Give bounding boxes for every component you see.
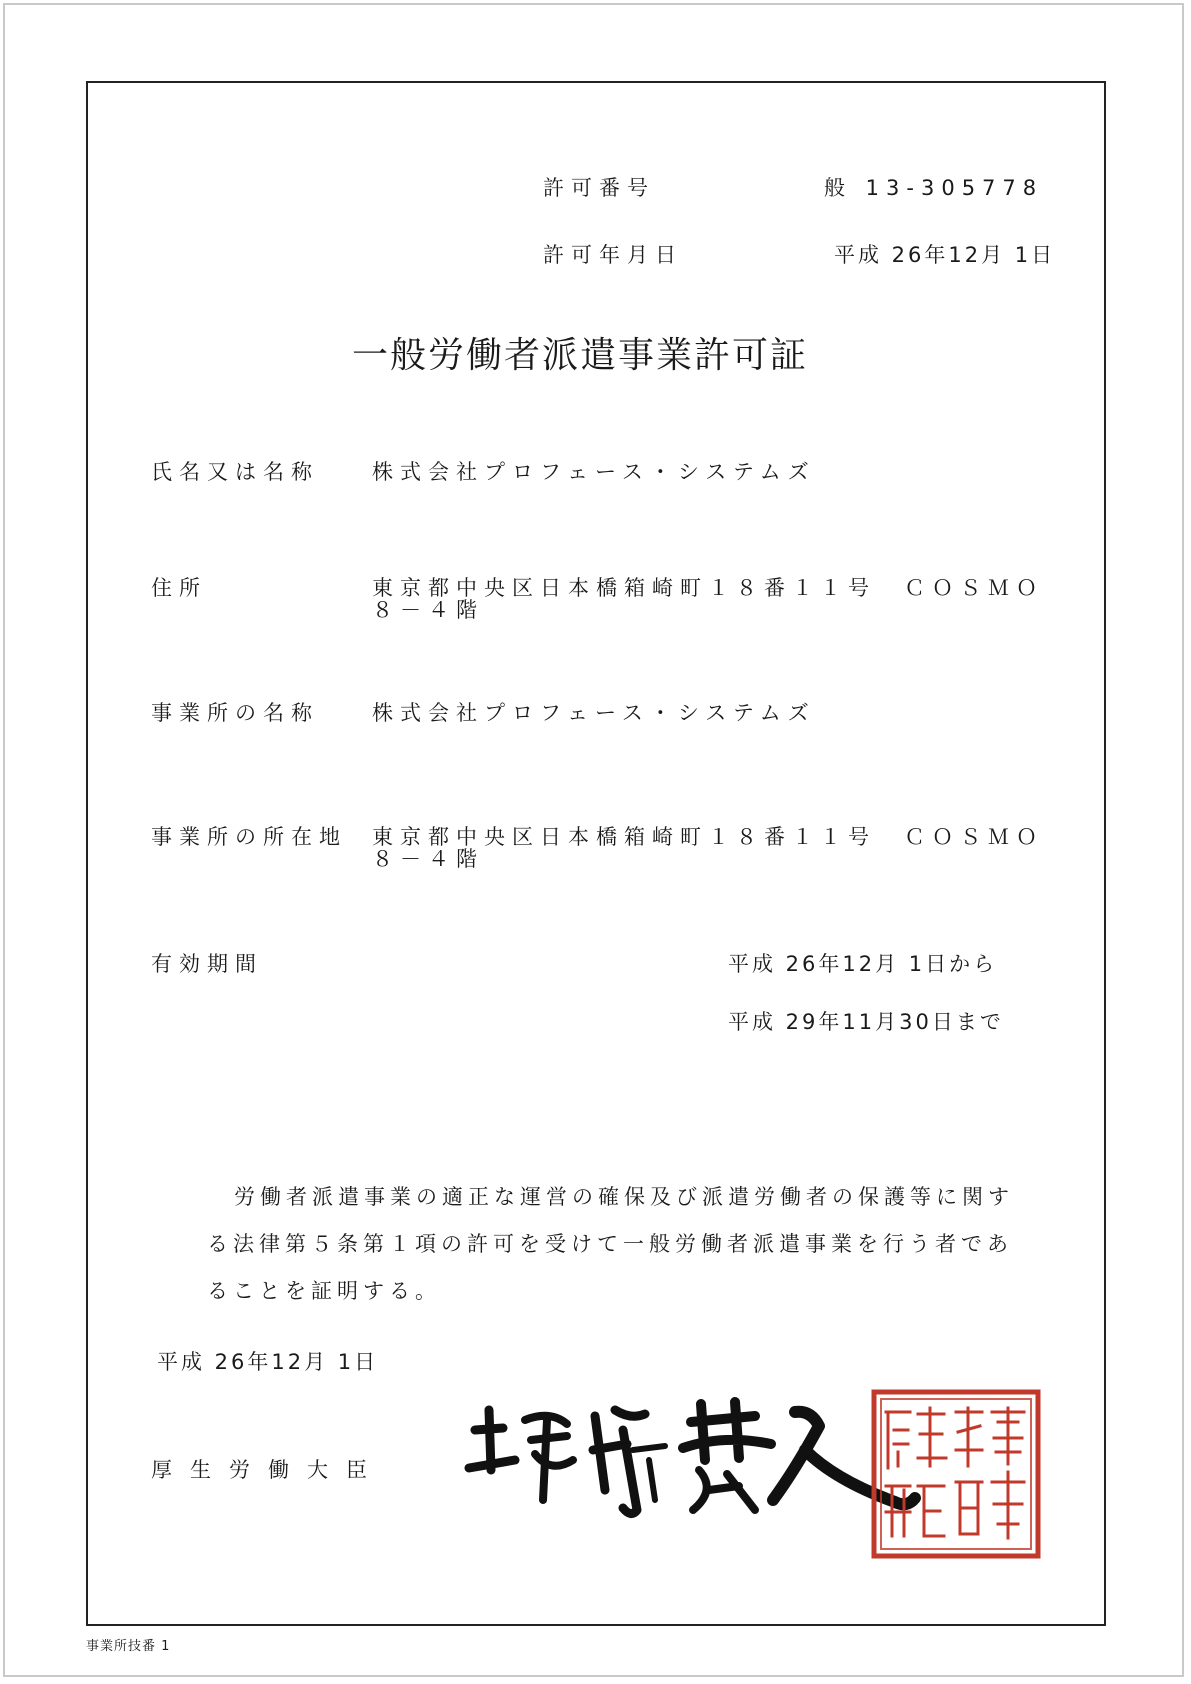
issue-date: 平成 26年12月 1日: [157, 1350, 379, 1374]
name-label: 氏名又は名称: [151, 460, 319, 484]
issuer-title: 厚生労働大臣: [151, 1458, 385, 1482]
address-label: 住所: [151, 576, 207, 600]
footer-note: 事業所技番 1: [86, 1639, 171, 1654]
permit-number-value: 般 13-305778: [824, 176, 1044, 200]
office-location-label: 事業所の所在地: [151, 825, 347, 849]
permit-number-label: 許可番号: [543, 176, 655, 200]
validity-label: 有効期間: [151, 952, 263, 976]
address-line-2: ８－４階: [372, 598, 484, 622]
certificate-title: 一般労働者派遣事業許可証: [352, 335, 809, 376]
name-value: 株式会社プロフェース・システムズ: [372, 460, 816, 484]
minister-signature: [455, 1390, 925, 1540]
validity-from: 平成 26年12月 1日から: [728, 952, 998, 976]
permit-date-label: 許可年月日: [543, 243, 683, 267]
ministry-seal: [868, 1386, 1044, 1562]
office-name-label: 事業所の名称: [151, 701, 319, 725]
validity-to: 平成 29年11月30日まで: [728, 1010, 1004, 1034]
office-name-value: 株式会社プロフェース・システムズ: [372, 701, 816, 725]
office-location-line-1: 東京都中央区日本橋箱崎町１８番１１号 ＣＯＳＭＯ: [372, 825, 1044, 849]
office-location-line-2: ８－４階: [372, 847, 484, 871]
address-line-1: 東京都中央区日本橋箱崎町１８番１１号 ＣＯＳＭＯ: [372, 576, 1044, 600]
certification-text: 労働者派遣事業の適正な運営の確保及び派遣労働者の保護等に関する法律第５条第１項の許可を受けて一般労働者派遣事業を行う者であることを証明する。: [207, 1185, 1014, 1303]
permit-date-value: 平成 26年12月 1日: [834, 243, 1056, 267]
